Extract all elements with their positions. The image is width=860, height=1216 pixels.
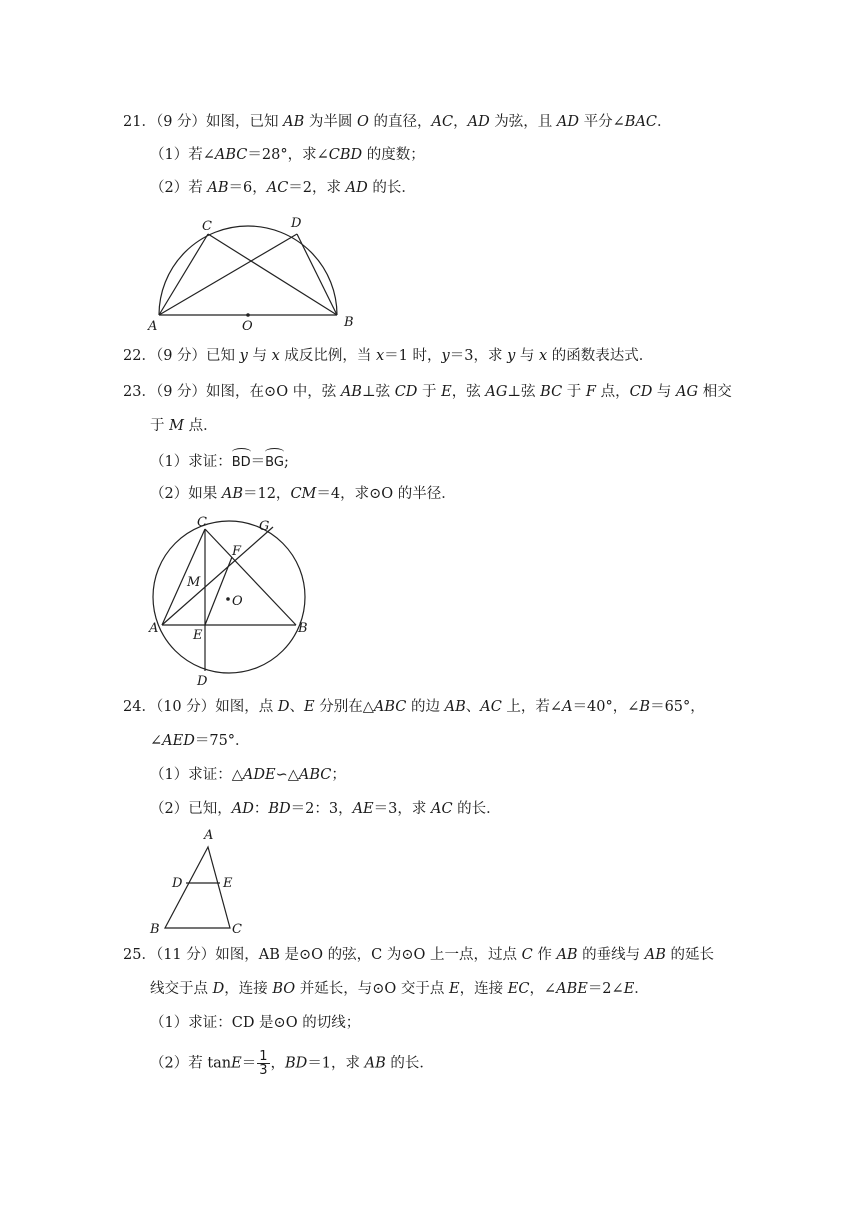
- label-F: F: [232, 544, 242, 559]
- q21-semicircle-figure: [145, 210, 370, 335]
- arc-BG: BG: [265, 453, 284, 473]
- q21-stem: 21．（9 分）如图，已知 AB 为半圆 O 的直径，AC，AD 为弦，且 AD 平分∠BAC．: [123, 114, 672, 130]
- chord-AC: [159, 234, 208, 315]
- q23-part1: （1）求证：BD＝BG;: [150, 452, 289, 473]
- arc-BD: BD: [232, 453, 251, 473]
- q23-part2: （2）如果 AB＝12，CM＝4，求⊙O 的半径．: [150, 486, 456, 502]
- label-A: A: [149, 621, 159, 636]
- q25-part1: （1）求证：CD 是⊙O 的切线；: [150, 1015, 361, 1031]
- q25-stem: 25．（11 分）如图，AB 是⊙O 的弦，C 为⊙O 上一点，过点 C 作 AB 的垂线与 AB 的延长: [123, 947, 715, 963]
- label-D: D: [197, 674, 208, 689]
- label-D: D: [291, 216, 302, 231]
- label-M: M: [187, 575, 201, 590]
- q24-stem-line2: ∠AED＝75°．: [150, 733, 250, 749]
- label-B: B: [150, 922, 160, 937]
- q24-part1: （1）求证：△ADE∽△ABC；: [150, 767, 346, 783]
- label-B: B: [298, 621, 308, 636]
- q25-part2: （2）若 tanE＝ $\frac{1}{3}$ ，BD＝1，求 AB 的长．: [150, 1049, 434, 1078]
- label-E: E: [193, 628, 203, 643]
- label-O: O: [232, 594, 243, 609]
- center-point-O: [246, 313, 250, 317]
- segment-EF: [205, 557, 232, 625]
- q23-stem: 23．（9 分）如图，在⊙O 中，弦 AB⊥弦 CD 于 E，弦 AG⊥弦 BC 于 F 点，CD 与 AG 相交: [123, 384, 732, 400]
- label-B: B: [344, 315, 354, 330]
- label-G: G: [259, 519, 270, 534]
- label-E: E: [223, 876, 233, 891]
- q23-stem-line2: 于 M 点．: [150, 418, 218, 434]
- label-A: A: [204, 828, 214, 843]
- label-D: D: [172, 876, 183, 891]
- q24-part2: （2）已知，AD：BD＝2：3，AE＝3，求 AC 的长．: [150, 801, 501, 817]
- label-C: C: [202, 219, 212, 234]
- label-C: C: [197, 515, 207, 530]
- q24-triangle-figure: [148, 825, 248, 937]
- q21-part2: （2）若 AB＝6，AC＝2，求 AD 的长．: [150, 180, 416, 196]
- q23-circle-figure: [146, 515, 316, 689]
- q25-stem-line2: 线交于点 D，连接 BO 并延长，与⊙O 交于点 E，连接 EC，∠ABE＝2∠E．: [150, 981, 649, 997]
- circle-O: [153, 521, 305, 673]
- q22-stem: 22．（9 分）已知 y 与 x 成反比例，当 x＝1 时，y＝3，求 y 与 x 的函数表达式．: [123, 348, 654, 364]
- center-point-O: [226, 597, 230, 601]
- fraction-one-third: $\frac{1}{3}$: [259, 1049, 268, 1078]
- q21-part1: （1）若∠ABC＝28°，求∠CBD 的度数；: [150, 147, 425, 163]
- label-O: O: [242, 319, 253, 334]
- q24-stem: 24．（10 分）如图，点 D、E 分别在△ABC 的边 AB、AC 上，若∠A＝40°，∠B＝65°，: [123, 699, 705, 715]
- label-A: A: [148, 319, 158, 334]
- label-C: C: [232, 922, 242, 937]
